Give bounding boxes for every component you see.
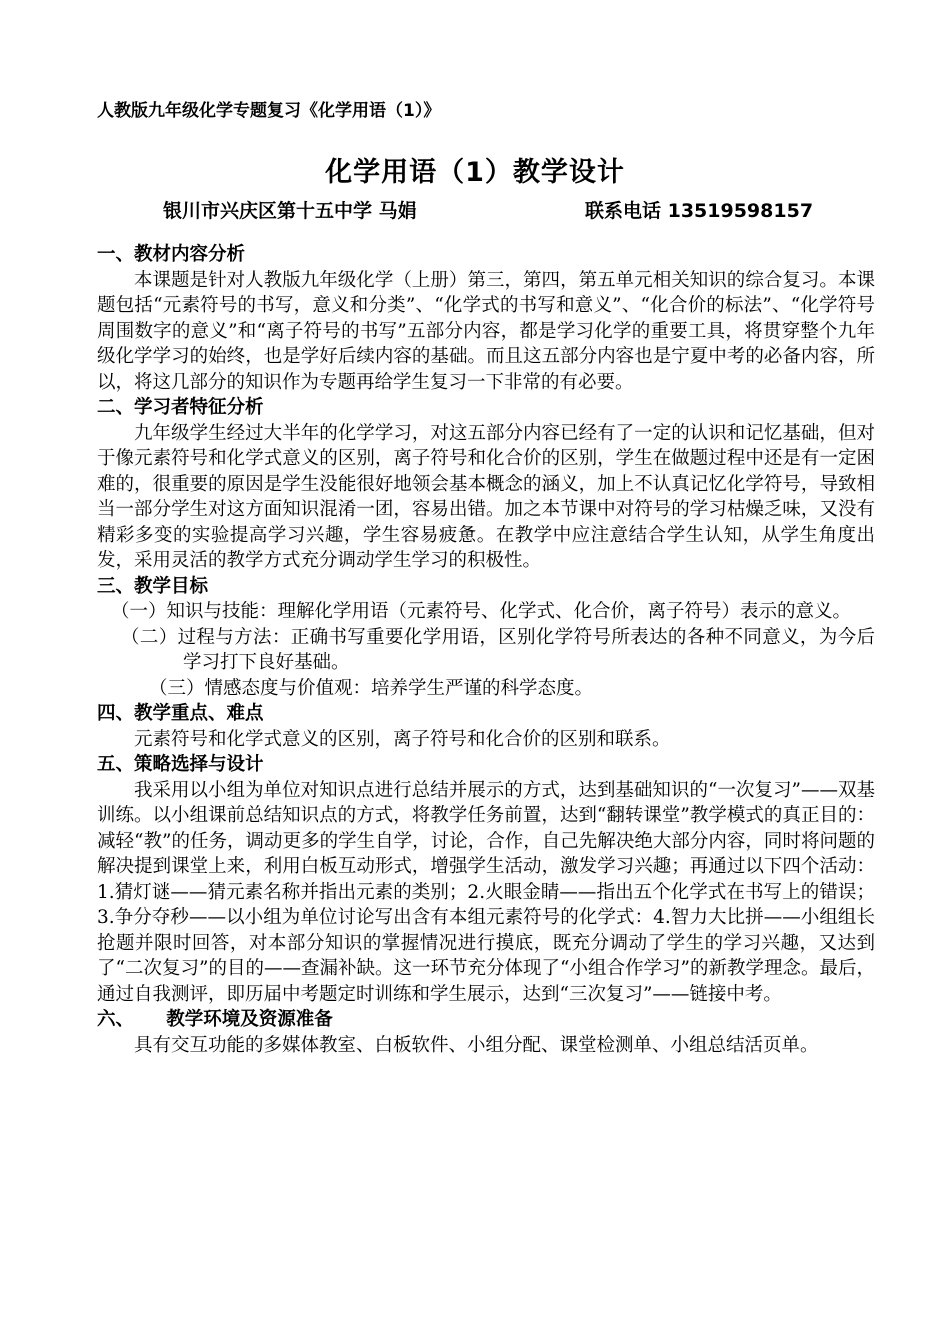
section-paragraph: 九年级学生经过大半年的化学学习，对这五部分内容已经有了一定的认识和记忆基础，但对于像元素符号和化学式意义的区别，离子符号和化合价的区别，学生在做题过程中还是有一定困难的，很重要的原因是学生没能很好地领会基本概念的涵义，加上不认真记忆化学符号，导致相当一部分学生对这方面知识混淆一团，容易出错。加之本节课中对符号的学习枯燥乏味，又没有精彩多变的实验提高学习兴趣，学生容易疲惫。在教学中应注意结合学生认知，从学生角度出发，采用灵活的教学方式充分调动学生学习的积极性。 [97,422,875,571]
section-paragraph: 具有交互功能的多媒体教室、白板软件、小组分配、课堂检测单、小组总结活页单。 [134,1034,819,1056]
author-info: 银川市兴庆区第十五中学 马娟 [163,200,417,222]
section-heading: 一、教材内容分析 [97,244,246,265]
section-heading: 六、 教学环境及资源准备 [97,1009,333,1030]
section-teaching-objectives [97,574,875,702]
section-heading: 四、教学重点、难点 [97,703,264,724]
contact-phone: 联系电话 13519598157 [585,200,814,222]
section-paragraph: 元素符号和化学式意义的区别，离子符号和化合价的区别和联系。 [134,728,671,750]
section-paragraph: 我采用以小组为单位对知识点进行总结并展示的方式，达到基础知识的“一次复习”——双基训练。以小组课前总结知识点的方式，将教学任务前置，达到“翻转课堂”教学模式的真正目的：减轻“教”的任务，调动更多的学生自学，讨论，合作，自己先解决绝大部分内容，同时将问题的解决提到课堂上来，利用白板互动形式，增强学生活动，激发学习兴趣；再通过以下四个活动：1.猜灯谜——猜元素名称并指出元素的类别；2.火眼金睛——指出五个化学式在书写上的错误；3.争分夺秒——以小组为单位讨论写出含有本组元素符号的化学式：4.智力大比拼——小组组长抢题并限时回答，对本部分知识的掌握情况进行摸底，既充分调动了学生的学习兴趣，又达到了“二次复习”的目的——查漏补缺。这一环节充分体现了“小组合作学习”的新教学理念。最后，通过自我测评，即历届中考题定时训练和学生展示，达到“三次复习”——链接中考。 [97,779,875,1005]
section-heading: 三、教学目标 [97,575,209,597]
section-paragraph: 本课题是针对人教版九年级化学（上册）第三，第四，第五单元相关知识的综合复习。本课题包括“元素符号的书写，意义和分类”、“化学式的书写和意义”、“化合价的标法”、“化学符号周围数字的意义”和“离子符号的书写”五部分内容，都是学习化学的重要工具，将贯穿整个九年级化学学习的始终，也是学好后续内容的基础。而且这五部分内容也是宁夏中考的必备内容，所以，将这几部分的知识作为专题再给学生复习一下非常的有必要。 [97,269,875,393]
document-body [97,242,875,1058]
section-textbook-analysis [97,242,875,395]
document-header: 人教版九年级化学专题复习《化学用语（1）》 [97,101,441,121]
objective-attitude: （三）情感态度与价值观：培养学生严谨的科学态度。 [149,677,594,699]
author-line [163,196,823,223]
section-strategy-design [97,752,875,1007]
page-title: 化学用语（1）教学设计 [325,157,625,188]
objective-knowledge: （一）知识与技能：理解化学用语（元素符号、化学式、化合价，离子符号）表示的意义。 [111,601,852,622]
objective-process: （二）过程与方法：正确书写重要化学用语，区别化学符号所表达的各种不同意义，为今后学习打下良好基础。 [121,626,875,673]
section-learner-analysis [97,395,875,574]
section-heading: 五、策略选择与设计 [97,754,264,775]
section-environment-resources [97,1007,875,1058]
section-heading: 二、学习者特征分析 [97,397,264,418]
section-key-points [97,701,875,752]
